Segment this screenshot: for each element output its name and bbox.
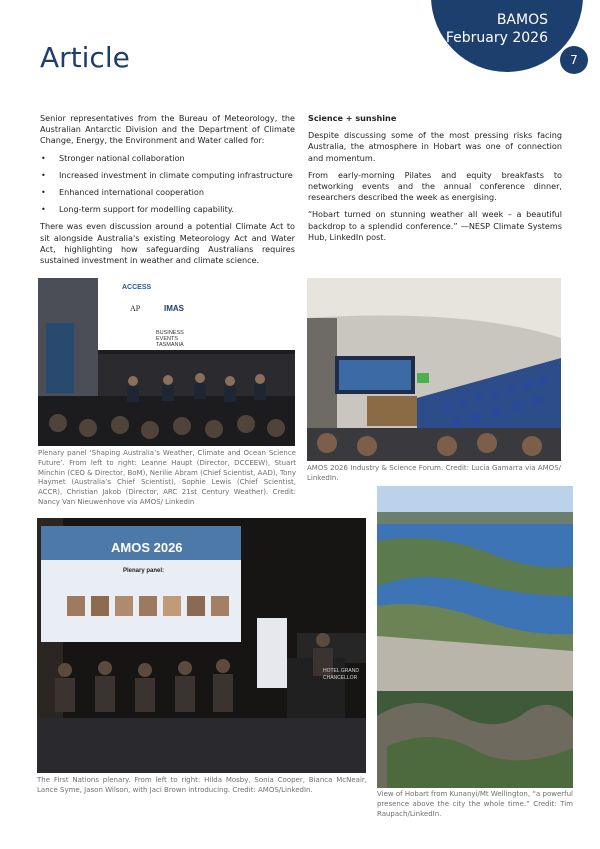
left-column — [40, 113, 295, 272]
first-nations-illustration — [37, 518, 366, 773]
screen-logo-business: BUSINESS — [156, 330, 184, 336]
screen-logo-ap: AP — [130, 304, 141, 313]
screen-logo-access: ACCESS — [122, 284, 152, 291]
screen-logo-tasmania: TASMANIA — [156, 342, 184, 348]
paragraph: Despite discussing some of the most pressing risks facing Australia, the atmosphere in Hobart was one of connection and momentum. — [308, 130, 562, 163]
list-item: • Enhanced international cooperation — [40, 187, 295, 198]
list-item: • Stronger national collaboration — [40, 153, 295, 164]
section-heading: Science + sunshine — [308, 113, 397, 123]
list-item: • Increased investment in climate computing infrastructure — [40, 170, 295, 181]
header-date: February 2026 — [445, 30, 548, 46]
screen-logo-imas: IMAS — [164, 304, 184, 313]
page-number-badge: 7 — [560, 46, 588, 74]
hobart-view-photo — [377, 486, 573, 788]
first-nations-caption: The First Nations plenary. From left to right: Hilda Mosby, Sonia Cooper, Bianca McNeair, Lance Syme, Jason Wilson, with Jaci Brown introducing. Credit: AMOS/LinkedIn. — [37, 776, 367, 794]
podium-text: HOTEL GRAND CHANCELLOR — [323, 668, 359, 681]
first-nations-photo — [37, 518, 366, 773]
hobart-caption: View of Hobart from Kunanyi/Mt Wellington, “a powerful presence above the city the whole time.” Credit: Tim Raupach/LinkedIn. — [377, 790, 573, 818]
list-item: • Long-term support for modelling capability. — [40, 204, 295, 215]
hobart-illustration — [377, 486, 573, 788]
right-column — [308, 113, 562, 249]
plenary-caption: Plenary panel ‘Shaping Australia’s Weather, Climate and Ocean Science Future’. From left to right: Leanne Haupt (Director, DCCEEW), Stuart Minchin (CEO & Director, BoM), Nerilie Abram (Chief Scientist, AAD), Tony Haymet (Australia’s Chief Scientist), Sophie Lewis (Chief Scientist, ACCR), Christian Jakob (Director, ARC 21st Century Weather). Credit: Nancy Van Nieuwenhove via AMOS/ Linkedin — [38, 449, 296, 506]
screen-logo-events: EVENTS — [156, 336, 179, 342]
screen-subtitle: Plenary panel: — [123, 568, 165, 574]
forum-photo — [307, 278, 561, 461]
plenary-panel-photo — [38, 278, 295, 446]
quote-paragraph: “Hobart turned on stunning weather all week – a beautiful backdrop to a splendid conference.” —NESP Climate Systems Hub, LinkedIn post. — [308, 209, 562, 242]
paragraph: From early-morning Pilates and equity breakfasts to networking events and the annual conference dinner, researchers described the week as energising. — [308, 169, 562, 203]
forum-illustration — [307, 278, 561, 461]
intro-paragraph: Senior representatives from the Bureau of Meteorology, the Australian Antarctic Division and the Department of Climate Change, Energy, the Environment and Water called for: — [40, 113, 295, 146]
header-org: BAMOS — [496, 12, 548, 28]
closing-paragraph: There was even discussion around a potential Climate Act to sit alongside Australia's existing Meteorology Act and Water Act, highlighting how safeguarding Australians requires sustained investment in weather and climate science. — [40, 221, 295, 266]
forum-caption: AMOS 2026 Industry & Science Forum. Credit: Lucia Gamarra via AMOS/ LinkedIn. — [307, 464, 561, 482]
page-title: Article — [40, 41, 130, 74]
screen-title: AMOS 2026 — [111, 540, 183, 555]
bullet-list — [40, 153, 295, 216]
